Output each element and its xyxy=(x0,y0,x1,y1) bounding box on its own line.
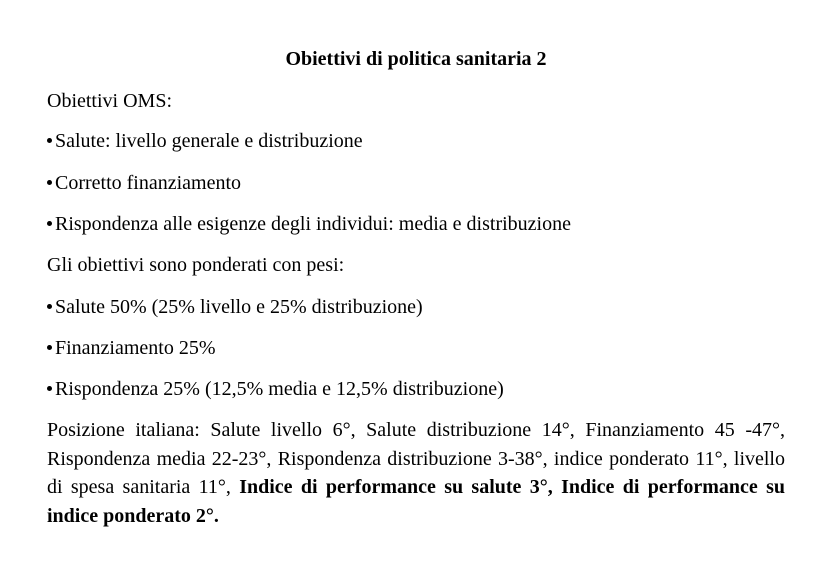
bullet-item-finanziamento xyxy=(47,171,241,195)
bullet-icon xyxy=(47,345,52,350)
bullet-text: Finanziamento 25% xyxy=(55,337,216,359)
italian-position-paragraph xyxy=(47,416,785,530)
bullet-icon xyxy=(47,304,52,309)
bullet-item-salute-peso xyxy=(47,295,423,319)
bullet-item-rispondenza-peso xyxy=(47,377,504,401)
bullet-item-finanziamento-peso xyxy=(47,336,216,360)
position-normal-text: Posizione italiana: Salute livello 6°, Salute distribuzione 14°, Finanziamento 45 -47°, Rispondenza media 22-23°, Rispondenza distribuzione 3-38°, indice ponderato 11°, livello di spesa sanitaria 11°, xyxy=(47,419,785,498)
bullet-icon xyxy=(47,180,52,185)
bullet-icon xyxy=(47,138,52,143)
bullet-text: Salute 50% (25% livello e 25% distribuzione) xyxy=(55,296,423,318)
section-heading-oms: Obiettivi OMS: xyxy=(47,90,173,112)
section-heading-pesi: Gli obiettivi sono ponderati con pesi: xyxy=(47,254,345,276)
page-title: Obiettivi di politica sanitaria 2 xyxy=(285,48,547,70)
bullet-item-rispondenza xyxy=(47,212,571,236)
bullet-text: Rispondenza alle esigenze degli individui: media e distribuzione xyxy=(55,213,571,235)
bullet-icon xyxy=(47,386,52,391)
bullet-text: Rispondenza 25% (12,5% media e 12,5% distribuzione) xyxy=(55,378,504,400)
bullet-icon xyxy=(47,221,52,226)
position-bold-text: Indice di performance su salute 3°, Indice di performance su indice ponderato 2°. xyxy=(47,476,785,527)
bullet-item-salute xyxy=(47,129,363,153)
bullet-text: Corretto finanziamento xyxy=(55,172,242,194)
bullet-text: Salute: livello generale e distribuzione xyxy=(55,130,363,152)
